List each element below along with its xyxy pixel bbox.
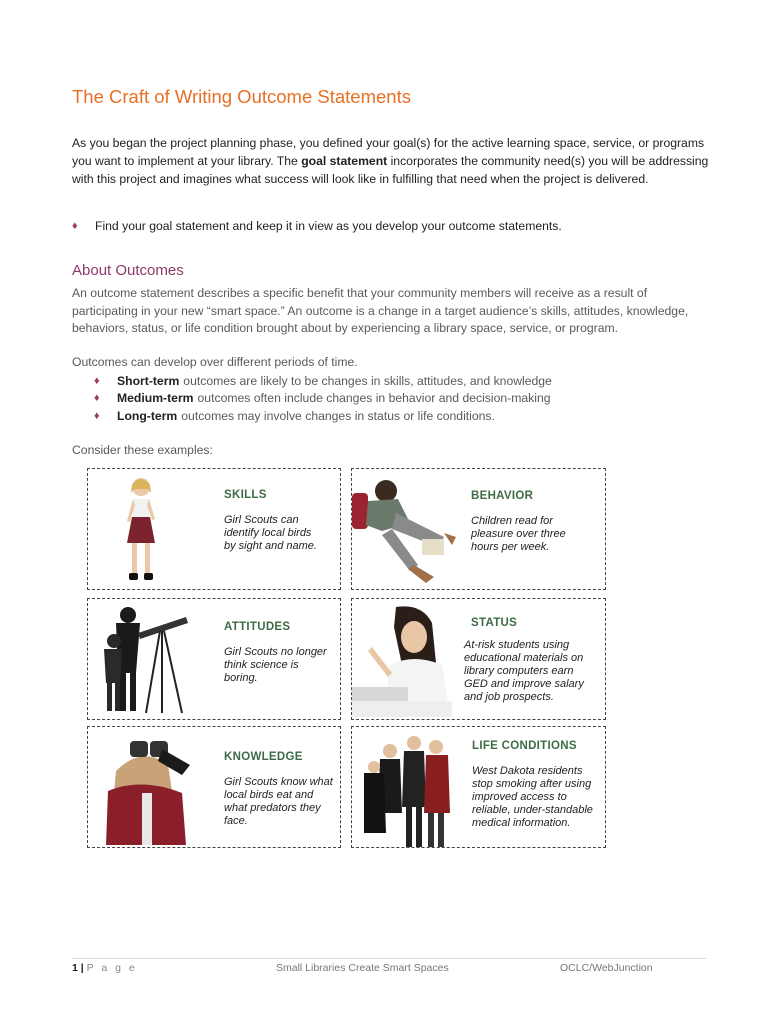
footer-page-label: 1 | P a g e bbox=[72, 962, 138, 974]
panel-title: STATUS bbox=[471, 617, 518, 629]
example-panel-skills bbox=[87, 468, 341, 590]
page-number: 1 bbox=[72, 962, 78, 974]
periods-intro: Outcomes can develop over different periods of time. bbox=[72, 355, 358, 369]
girl-scout-photo bbox=[118, 473, 164, 585]
list-item: ♦ Short-term outcomes are likely to be changes in skills, attitudes, and knowledge bbox=[94, 373, 552, 388]
intro-paragraph: As you began the project planning phase, you defined your goal(s) for the active learning space, service, or programs you want to implement at your library. The goal statement incorporates the community need(s) you will be addressing with this project and imagines what success will look like in fulfilling that need when the project is delivered. bbox=[72, 136, 709, 186]
diamond-bullet-icon: ♦ bbox=[72, 220, 78, 232]
consider-text: Consider these examples: bbox=[72, 443, 213, 457]
reading-student-photo bbox=[352, 473, 462, 589]
panel-title: ATTITUDES bbox=[224, 621, 291, 633]
panel-title: KNOWLEDGE bbox=[224, 751, 303, 763]
example-panel-behavior bbox=[351, 468, 606, 590]
panel-text: Children read for pleasure over three hours per week. bbox=[471, 515, 566, 553]
panel-text: Girl Scouts can identify local birds by sight and name. bbox=[224, 514, 317, 552]
panel-title: BEHAVIOR bbox=[471, 490, 534, 502]
diamond-bullet-icon: ♦ bbox=[94, 374, 100, 387]
list-item: ♦ Medium-term outcomes often include changes in behavior and decision-making bbox=[94, 391, 551, 406]
panel-text: At-risk students using educational materials on library computers earn GED and improve salary and job prospects. bbox=[464, 639, 584, 703]
goal-bullet bbox=[72, 219, 562, 233]
example-panel-attitudes bbox=[87, 598, 341, 720]
page-title: The Craft of Writing Outcome Statements bbox=[72, 86, 411, 107]
footer-center: Small Libraries Create Smart Spaces bbox=[276, 962, 449, 974]
footer-right: OCLC/WebJunction bbox=[560, 962, 653, 974]
footer-divider bbox=[72, 958, 706, 959]
example-panel-knowledge bbox=[87, 726, 341, 848]
diamond-bullet-icon: ♦ bbox=[94, 392, 100, 405]
panel-title: LIFE CONDITIONS bbox=[472, 740, 577, 752]
panel-text: Girl Scouts know what local birds eat and what predators they face. bbox=[224, 776, 333, 827]
goal-bullet-text: Find your goal statement and keep it in view as you develop your outcome statements. bbox=[95, 219, 562, 233]
example-panel-life-conditions bbox=[351, 726, 606, 848]
residents-photo bbox=[360, 733, 460, 847]
telescope-photo bbox=[90, 603, 200, 717]
example-panel-status bbox=[351, 598, 606, 720]
panel-text: West Dakota residents stop smoking after using improved access to reliable, under-standable medical information. bbox=[472, 765, 593, 829]
binoculars-photo bbox=[102, 731, 198, 845]
panel-title: SKILLS bbox=[224, 489, 267, 501]
periods-list bbox=[94, 372, 552, 425]
diamond-bullet-icon: ♦ bbox=[94, 409, 100, 422]
panel-text: Girl Scouts no longer think science is boring. bbox=[224, 646, 327, 684]
list-item: ♦ Long-term outcomes may involve changes in status or life conditions. bbox=[94, 408, 495, 423]
student-computer-photo bbox=[352, 603, 452, 717]
goal-statement-term: goal statement bbox=[301, 154, 388, 168]
about-outcomes-heading: About Outcomes bbox=[72, 262, 184, 279]
about-paragraph: An outcome statement describes a specific benefit that your community members will receive as a result of participating in your new “smart space.” An outcome is a change in a target audience’s skills, attitudes, knowledge, behaviors, status, or life condition brought about by experiencing a library space, service, or program. bbox=[72, 286, 689, 335]
